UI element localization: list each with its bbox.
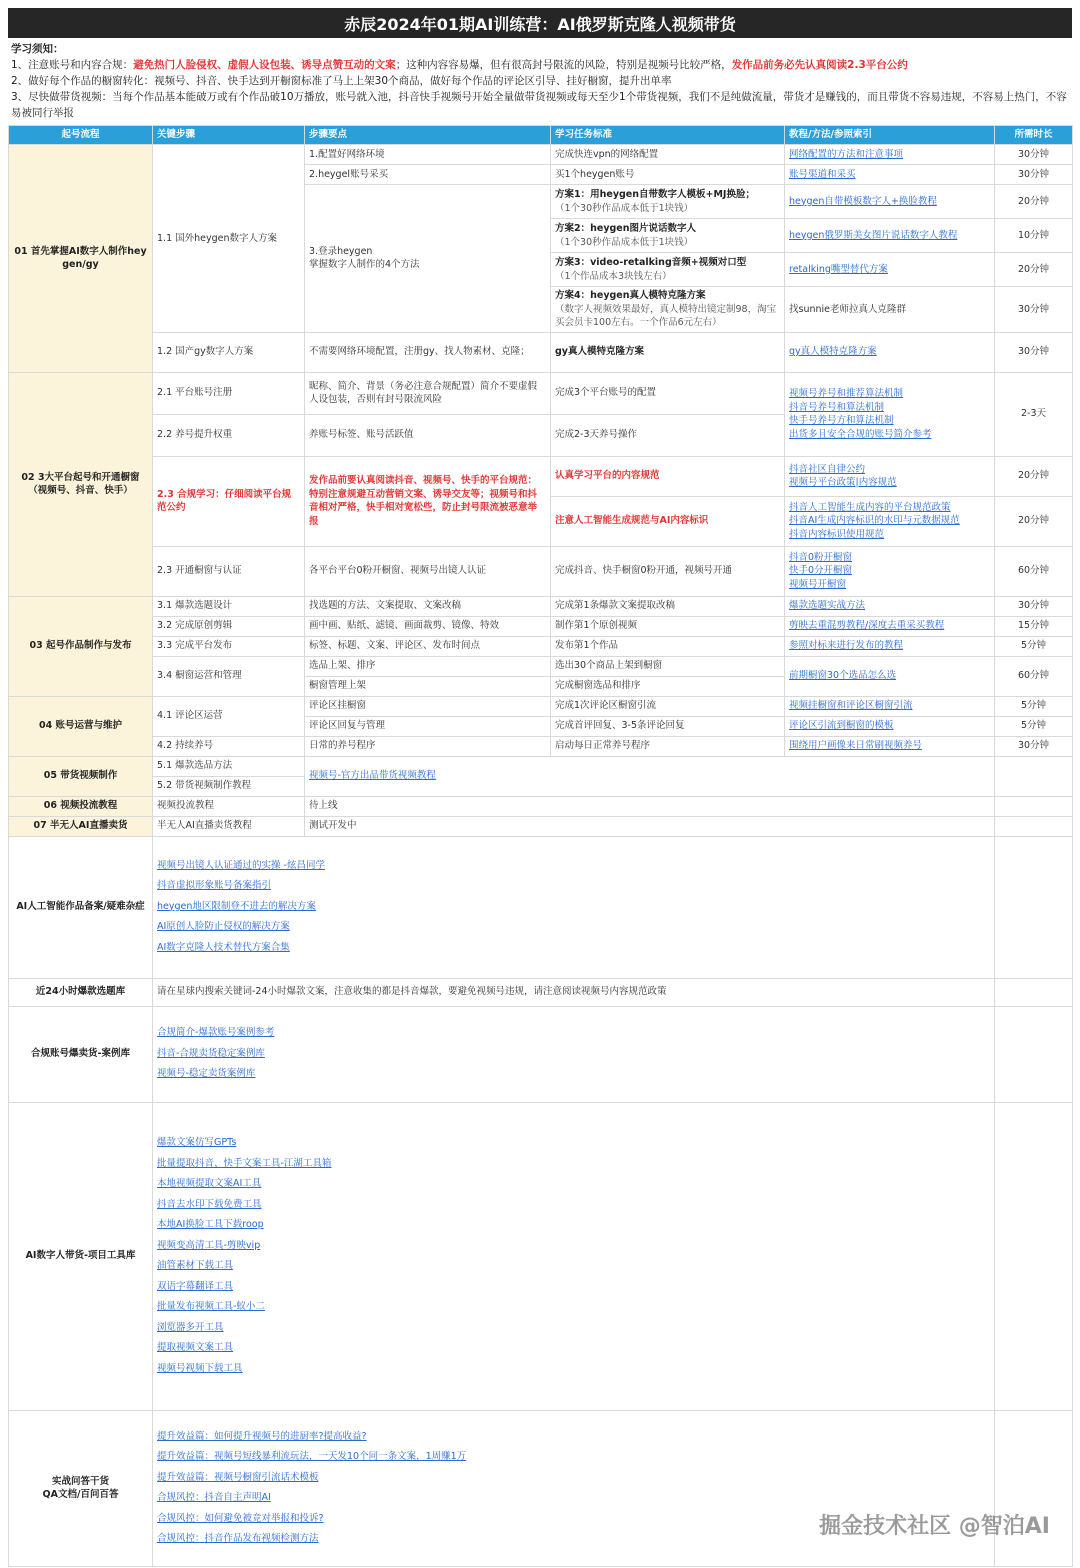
table-header	[9, 126, 1073, 145]
step-5-2: 5.2 带货视频制作教程	[153, 776, 305, 796]
point-4-1-a: 评论区挂橱窗	[305, 696, 551, 716]
resource-link[interactable]: 视频号-稳定卖货案例库	[157, 1068, 256, 1080]
resource-link[interactable]: 合规简介-爆款账号案例参考	[157, 1027, 275, 1039]
step-2-3: 2.3 合规学习：仔细阅读平台规范公约	[153, 456, 305, 546]
resource-link[interactable]: 视频号出镜人认证通过的实操 -炫昌同学	[157, 859, 325, 871]
option-cost: （1个30秒作品成本低于1块钱）	[555, 236, 694, 248]
ref-option-3[interactable]	[785, 253, 995, 287]
step-3-1: 3.1 爆款选题设计	[153, 596, 305, 616]
standard-1-1-2: 买1个heygen账号	[551, 165, 785, 185]
ref-3-3[interactable]	[785, 636, 995, 656]
point-3-1: 找选题的方法、文案提取、文案改稿	[305, 596, 551, 616]
duration-empty	[995, 1410, 1073, 1566]
duration-empty	[995, 1006, 1073, 1102]
ref-option-4: 找sunnie老师拉真人克隆群	[785, 287, 995, 333]
point-3-3: 标签、标题、文案、评论区、发布时间点	[305, 636, 551, 656]
standard-2-2: 完成2-3天养号操作	[551, 414, 785, 456]
section-07-label: 07 半无人AI直播卖货	[9, 816, 153, 836]
note-1	[11, 57, 1069, 73]
resource-link[interactable]: 批量提取抖音、快手文案工具-江湖工具箱	[157, 1157, 332, 1169]
resource-link[interactable]: AI原创人脸防止侵权的解决方案	[157, 921, 290, 933]
option-3	[551, 253, 785, 287]
duration: 30分钟	[995, 332, 1073, 372]
ref-option-2[interactable]	[785, 219, 995, 253]
ref-link[interactable]: 剪映去重混剪教程/深度去重采买教程	[789, 620, 945, 632]
section-03-label: 03 起号作品制作与发布	[9, 596, 153, 696]
resource-link[interactable]: 合规风控：抖音作品发布视频检测方法	[157, 1533, 319, 1544]
duration-empty	[995, 756, 1073, 796]
resource-link[interactable]: 合规风控：如何避免被竞对举报和投诉?	[157, 1512, 324, 1524]
option-title: 方案4：heygen真人模特克隆方案	[555, 290, 706, 301]
duration: 30分钟	[995, 145, 1073, 165]
duration: 60分钟	[995, 546, 1073, 596]
duration: 20分钟	[995, 496, 1073, 546]
group-hot-topics-label: 近24小时爆款选题库	[9, 978, 153, 1006]
sheet	[8, 8, 1072, 1567]
point-2-4: 各平台平台0粉开橱窗、视频号出镜人认证	[305, 546, 551, 596]
resource-link[interactable]: 本地视频提取文案AI工具	[157, 1178, 262, 1189]
point-3-2: 画中画、贴纸、滤镜、画面裁剪、镜像、特效	[305, 616, 551, 636]
section-02-label: 02 3大平台起号和开通橱窗（视频号、抖音、快手）	[9, 372, 153, 596]
note-1-warning-2: 发作品前务必先认真阅读2.3平台公约	[731, 59, 908, 71]
ref-link[interactable]: retalking嘴型替代方案	[789, 263, 888, 275]
resource-link[interactable]: 合规风控：抖音自主声明AI	[157, 1492, 271, 1503]
step-4-1: 4.1 评论区运营	[153, 696, 305, 736]
note-1-text: 1、注意账号和内容合规：	[11, 59, 134, 71]
ref-3-1[interactable]	[785, 596, 995, 616]
step-3-2: 3.2 完成原创剪辑	[153, 616, 305, 636]
study-notes	[8, 38, 1072, 125]
group-qa-label: 实战问答干货 QA文档/百问百答	[9, 1410, 153, 1566]
point-1-2: 不需要网络环境配置，注册gy、找人物素材、克隆；	[305, 332, 551, 372]
duration: 5分钟	[995, 716, 1073, 736]
ref-option-1[interactable]	[785, 185, 995, 219]
resource-link[interactable]: 本地AI换脸工具下载roop	[157, 1219, 264, 1230]
ref-link[interactable]: 网络配置的方法和注意事项	[789, 148, 904, 160]
standard-2-1: 完成3个平台账号的配置	[551, 372, 785, 414]
option-title: 方案2：heygen图片说话数字人	[555, 223, 697, 234]
point-3-4-a: 选品上架、排序	[305, 656, 551, 676]
ref-link[interactable]: 视频号开橱窗	[789, 578, 847, 590]
resource-link[interactable]: 油管素材下载工具	[157, 1260, 234, 1271]
standard-4-2: 启动每日正常养号程序	[551, 736, 785, 756]
resource-link[interactable]: 提升效益篇：视频号橱窗引流话术模板	[157, 1471, 319, 1483]
point-4-2: 日常的养号程序	[305, 736, 551, 756]
ref-2-3-a[interactable]	[785, 456, 995, 496]
ref-link[interactable]: 围绕用户画像来日常刷视频养号	[789, 740, 923, 752]
point-2-1: 昵称、简介、背景（务必注意合规配置）简介不要虚假人设包装，否则有封号限流风险	[305, 372, 551, 414]
ref-link[interactable]: 快手0分开橱窗	[789, 565, 853, 577]
step-2-2: 2.2 养号提升权重	[153, 414, 305, 456]
standard-1-1-1: 完成快连vpn的网络配置	[551, 145, 785, 165]
ref-link[interactable]: 抖音0粉开橱窗	[789, 551, 853, 563]
ref-link[interactable]: heygen俄罗斯美女图片说话数字人教程	[789, 229, 958, 241]
page-title: 赤辰2024年01期AI训练营：AI俄罗斯克隆人视频带货	[8, 8, 1072, 38]
note-2: 2、做好每个作品的橱窗转化：视频号、抖音、快手达到开橱窗标准了马上上架30个商品，做好每个作品的评论区引导、挂好橱窗，提升出单率	[11, 75, 672, 87]
duration-empty	[995, 836, 1073, 978]
ref-link[interactable]: 评论区引流到橱窗的模板	[789, 720, 894, 732]
step-3-4: 3.4 橱窗运营和管理	[153, 656, 305, 696]
ref-1-1-2[interactable]	[785, 165, 995, 185]
duration: 15分钟	[995, 616, 1073, 636]
resource-link[interactable]: 提升效益篇：视频号短线暴利流玩法，一天发10个同一条文案，1周赚1万	[157, 1451, 467, 1462]
option-4	[551, 287, 785, 333]
course-table	[8, 125, 1073, 1567]
ref-2-4[interactable]	[785, 546, 995, 596]
step-2-4: 2.3 开通橱窗与认证	[153, 546, 305, 596]
duration: 30分钟	[995, 596, 1073, 616]
ref-5[interactable]	[305, 756, 995, 796]
duration: 20分钟	[995, 253, 1073, 287]
ref-3-4[interactable]	[785, 656, 995, 696]
duration: 5分钟	[995, 636, 1073, 656]
option-cost: （1个30秒作品成本低于1块钱）	[555, 202, 694, 214]
ref-link[interactable]: 前期橱窗30个选品怎么选	[789, 670, 897, 682]
duration: 30分钟	[995, 736, 1073, 756]
point-3-4-b: 橱窗管理上架	[305, 676, 551, 696]
note-3: 3、尽快做带货视频：当每个作品基本能破万或有个作品破10万播放，账号就入池，抖音快手视频号开始全量做带货视频或每天至少1个带货视频，我们不是纯做流量，带货才是赚钱的，而且带货不容易违规，不容易上热门，不容易被同行举报	[11, 91, 1067, 119]
resource-link[interactable]: 提取视频文案工具	[157, 1342, 234, 1353]
resource-link[interactable]: 提升效益篇：如何提升视频号的进厨率?提高收益?	[157, 1430, 367, 1442]
standard-3-1: 完成第1条爆款文案提取改稿	[551, 596, 785, 616]
resource-link[interactable]: 批量发布视频工具-蚁小二	[157, 1301, 265, 1312]
standard-2-4: 完成抖音、快手橱窗0粉开通，视频号开通	[551, 546, 785, 596]
option-cost: （数字人视频效果最好，真人模特出镜定制98，淘宝买会员卡100左右。一个作品6元左右）	[555, 303, 777, 328]
step-2-1: 2.1 平台账号注册	[153, 372, 305, 414]
resource-link[interactable]: heygen地区限制登不进去的解决方案	[157, 900, 316, 912]
point-2-2: 养账号标签、账号活跃值	[305, 414, 551, 456]
resource-link[interactable]: 抖音虚拟形象账号备案指引	[157, 880, 272, 892]
ref-4-1-b[interactable]	[785, 716, 995, 736]
ref-1-2[interactable]	[785, 332, 995, 372]
ref-2-3-b[interactable]	[785, 496, 995, 546]
section-04-label: 04 账号运营与维护	[9, 696, 153, 756]
duration: 5分钟	[995, 696, 1073, 716]
duration-empty	[995, 1102, 1073, 1410]
ref-link[interactable]: heygen自带模板数字人+换脸教程	[789, 195, 937, 207]
ref-link[interactable]: 抖音人工智能生成内容的平台规范政策	[789, 501, 951, 513]
ref-link[interactable]: 账号渠道和采买	[789, 168, 856, 180]
header-duration: 所需时长	[995, 126, 1073, 145]
resource-link[interactable]: 抖音去水印下载免费工具	[157, 1198, 262, 1210]
ref-link[interactable]: 参照对标来进行发布的教程	[789, 640, 904, 652]
duration-empty	[995, 816, 1073, 836]
duration: 2-3天	[995, 372, 1073, 456]
ref-4-1-a[interactable]	[785, 696, 995, 716]
resource-link[interactable]: 视频变高清工具-剪映vip	[157, 1239, 261, 1251]
ref-link[interactable]: 爆款选题实战方法	[789, 600, 866, 612]
option-title: 方案3：video-retalking音频+视频对口型	[555, 257, 747, 268]
header-standard: 学习任务标准	[551, 126, 785, 145]
ref-link[interactable]: 抖音号养号和算法机制	[789, 401, 885, 413]
status-7: 测试开发中	[305, 816, 995, 836]
section-05-label: 05 带货视频制作	[9, 756, 153, 796]
group-ai-filing-label: AI人工智能作品备案/疑难杂症	[9, 836, 153, 978]
duration-empty	[995, 796, 1073, 816]
duration: 30分钟	[995, 165, 1073, 185]
point-4-1-b: 评论区回复与管理	[305, 716, 551, 736]
duration-empty	[995, 978, 1073, 1006]
ref-3-2[interactable]	[785, 616, 995, 636]
standard-3-2: 制作第1个原创视频	[551, 616, 785, 636]
step-6: 视频投流教程	[153, 796, 305, 816]
standard-4-1-b: 完成首评回复、3-5条评论回复	[551, 716, 785, 736]
note-1-warning: 避免热门人脸侵权、虚假人设包装、诱导点赞互动的文案	[133, 59, 396, 71]
notes-heading: 学习须知：	[11, 43, 64, 55]
standard-3-4-a: 选出30个商品上架到橱窗	[551, 656, 785, 676]
step-1-2: 1.2 国产gy数字人方案	[153, 332, 305, 372]
ref-link[interactable]: 抖音AI生成内容标识的水印与元数据规范	[789, 515, 960, 527]
step-7: 半无人AI直播卖货教程	[153, 816, 305, 836]
status-6: 待上线	[305, 796, 995, 816]
header-step: 关键步骤	[153, 126, 305, 145]
option-title: 方案1：用heygen自带数字人模板+MJ换脸；	[555, 189, 755, 200]
point-1-1-1: 1.配置好网络环境	[305, 145, 551, 165]
duration: 60分钟	[995, 656, 1073, 696]
resource-link[interactable]: 视频号视频下载工具	[157, 1362, 243, 1374]
note-1-text-2: ；这种内容容易爆，但有很高封号限流的风险，特别是视频号比较严格，	[395, 59, 732, 71]
ref-link[interactable]: 视频挂橱窗和评论区橱窗引流	[789, 700, 913, 712]
resource-link[interactable]: 双语字幕翻译工具	[157, 1280, 234, 1292]
step-3-3: 3.3 完成平台发布	[153, 636, 305, 656]
standard-3-3: 发布第1个作品	[551, 636, 785, 656]
ref-link[interactable]: 抖音社区自律公约	[789, 463, 866, 475]
step-5-1: 5.1 爆款选品方法	[153, 756, 305, 776]
ref-2-1[interactable]	[785, 372, 995, 456]
resource-link[interactable]: 抖音-合规卖货稳定案例库	[157, 1047, 265, 1059]
group-cases-links	[153, 1006, 995, 1102]
ref-1-1-1[interactable]	[785, 145, 995, 165]
duration: 10分钟	[995, 219, 1073, 253]
step-4-2: 4.2 持续养号	[153, 736, 305, 756]
section-06-label: 06 视频投流教程	[9, 796, 153, 816]
resource-link[interactable]: 爆款文案仿写GPTs	[157, 1137, 237, 1148]
header-points: 步骤要点	[305, 126, 551, 145]
duration: 20分钟	[995, 185, 1073, 219]
standard-4-1-a: 完成1次评论区橱窗引流	[551, 696, 785, 716]
step-1-1: 1.1 国外heygen数字人方案	[153, 145, 305, 333]
duration: 30分钟	[995, 287, 1073, 333]
resource-link[interactable]: AI数字克隆人技术替代方案合集	[157, 941, 290, 953]
option-cost: （1个作品成本3块钱左右）	[555, 270, 672, 282]
duration: 20分钟	[995, 456, 1073, 496]
resource-link[interactable]: 浏览器多开工具	[157, 1321, 224, 1333]
group-hot-topics-text: 请在星球内搜索关键词-24小时爆款文案，注意收集的都是抖音爆款，要避免视频号违规，请注意阅读视频号内容规范政策	[153, 978, 995, 1006]
group-tools-label: AI数字人带货-项目工具库	[9, 1102, 153, 1410]
point-1-1-3: 3.登录heygen 掌握数字人制作的4个方法	[305, 185, 551, 333]
group-cases-label: 合规账号爆卖货-案例库	[9, 1006, 153, 1102]
option-2	[551, 219, 785, 253]
section-01-label: 01 首先掌握AI数字人制作heygen/gy	[9, 145, 153, 373]
ref-link[interactable]: gy真人模特克隆方案	[789, 346, 877, 358]
option-1	[551, 185, 785, 219]
group-tools-links	[153, 1102, 995, 1410]
ref-link[interactable]: 视频号-官方出品带货视频教程	[309, 770, 436, 782]
standard-2-3-a: 认真学习平台的内容规范	[551, 456, 785, 496]
ref-link[interactable]: 视频号平台政策|内容规范	[789, 477, 897, 488]
ref-link[interactable]: 视频号养号和推荐算法机制	[789, 388, 904, 399]
watermark: 掘金技术社区 @智泊AI	[819, 1514, 1050, 1539]
ref-4-2[interactable]	[785, 736, 995, 756]
point-2-3: 发作品前要认真阅读抖音、视频号、快手的平台规范：特别注意规避互动营销文案、诱导交友等；视频号和抖音相对严格，快手相对宽松些，防止封号限流被恶意举报	[305, 456, 551, 546]
standard-2-3-b: 注意人工智能生成规范与AI内容标识	[551, 496, 785, 546]
ref-link[interactable]: 快手号养号方和算法机制	[789, 415, 894, 426]
standard-3-4-b: 完成橱窗选品和排序	[551, 676, 785, 696]
group-ai-filing-links	[153, 836, 995, 978]
point-1-1-2: 2.heygel账号采买	[305, 165, 551, 185]
ref-link[interactable]: 抖音内容标识使用规范	[789, 528, 885, 540]
ref-link[interactable]: 出货多且安全合规的账号简介参考	[789, 428, 932, 440]
group-qa-links	[153, 1410, 995, 1566]
standard-1-2: gy真人模特克隆方案	[551, 332, 785, 372]
header-reference: 教程/方法/参照索引	[785, 126, 995, 145]
header-flow: 起号流程	[9, 126, 153, 145]
